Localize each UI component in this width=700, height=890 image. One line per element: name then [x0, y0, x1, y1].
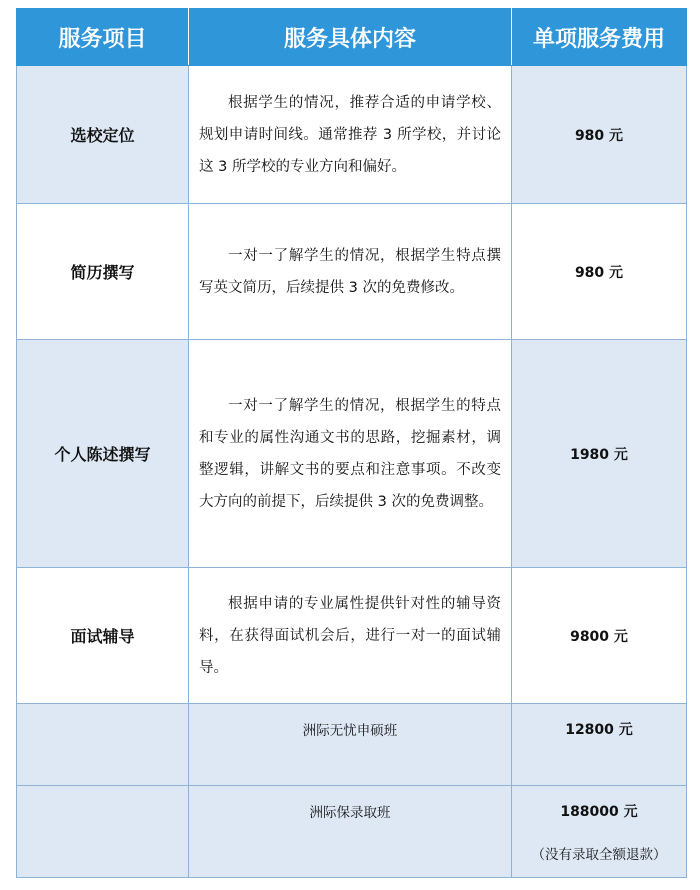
package-row [17, 786, 687, 878]
refund-note: （没有录取全额退款） [531, 847, 667, 863]
table-row [17, 66, 687, 204]
service-name: 个人陈述撰写 [17, 340, 189, 568]
service-fee: 980 元 [512, 66, 687, 204]
package-empty-cell [17, 704, 189, 786]
service-description: 根据学生的情况，推荐合适的申请学校、规划申请时间线。通常推荐 3 所学校，并讨论这 3 所学校的专业方向和偏好。 [189, 66, 512, 204]
package-fee: 12800 元 [512, 704, 687, 786]
package-fee-cell [512, 786, 687, 878]
header-service-item: 服务项目 [17, 9, 189, 66]
header-service-fee: 单项服务费用 [512, 9, 687, 66]
service-name: 面试辅导 [17, 568, 189, 704]
package-fee: 188000 元 [560, 804, 638, 820]
service-description: 一对一了解学生的情况，根据学生特点撰写英文简历，后续提供 3 次的免费修改。 [189, 204, 512, 340]
service-description: 一对一了解学生的情况，根据学生的特点和专业的属性沟通文书的思路，挖掘素材，调整逻辑，讲解文书的要点和注意事项。不改变大方向的前提下，后续提供 3 次的免费调整。 [189, 340, 512, 568]
table-row [17, 340, 687, 568]
service-name: 选校定位 [17, 66, 189, 204]
package-name: 洲际无忧申硕班 [189, 704, 512, 786]
service-name: 简历撰写 [17, 204, 189, 340]
service-fee: 980 元 [512, 204, 687, 340]
package-empty-cell [17, 786, 189, 878]
service-fee: 1980 元 [512, 340, 687, 568]
table-row [17, 568, 687, 704]
package-row [17, 704, 687, 786]
header-service-content: 服务具体内容 [189, 9, 512, 66]
table-row [17, 204, 687, 340]
package-name: 洲际保录取班 [189, 786, 512, 878]
service-description: 根据申请的专业属性提供针对性的辅导资料，在获得面试机会后，进行一对一的面试辅导。 [189, 568, 512, 704]
service-fee-table [16, 8, 687, 878]
service-fee: 9800 元 [512, 568, 687, 704]
table-header-row [17, 9, 687, 66]
